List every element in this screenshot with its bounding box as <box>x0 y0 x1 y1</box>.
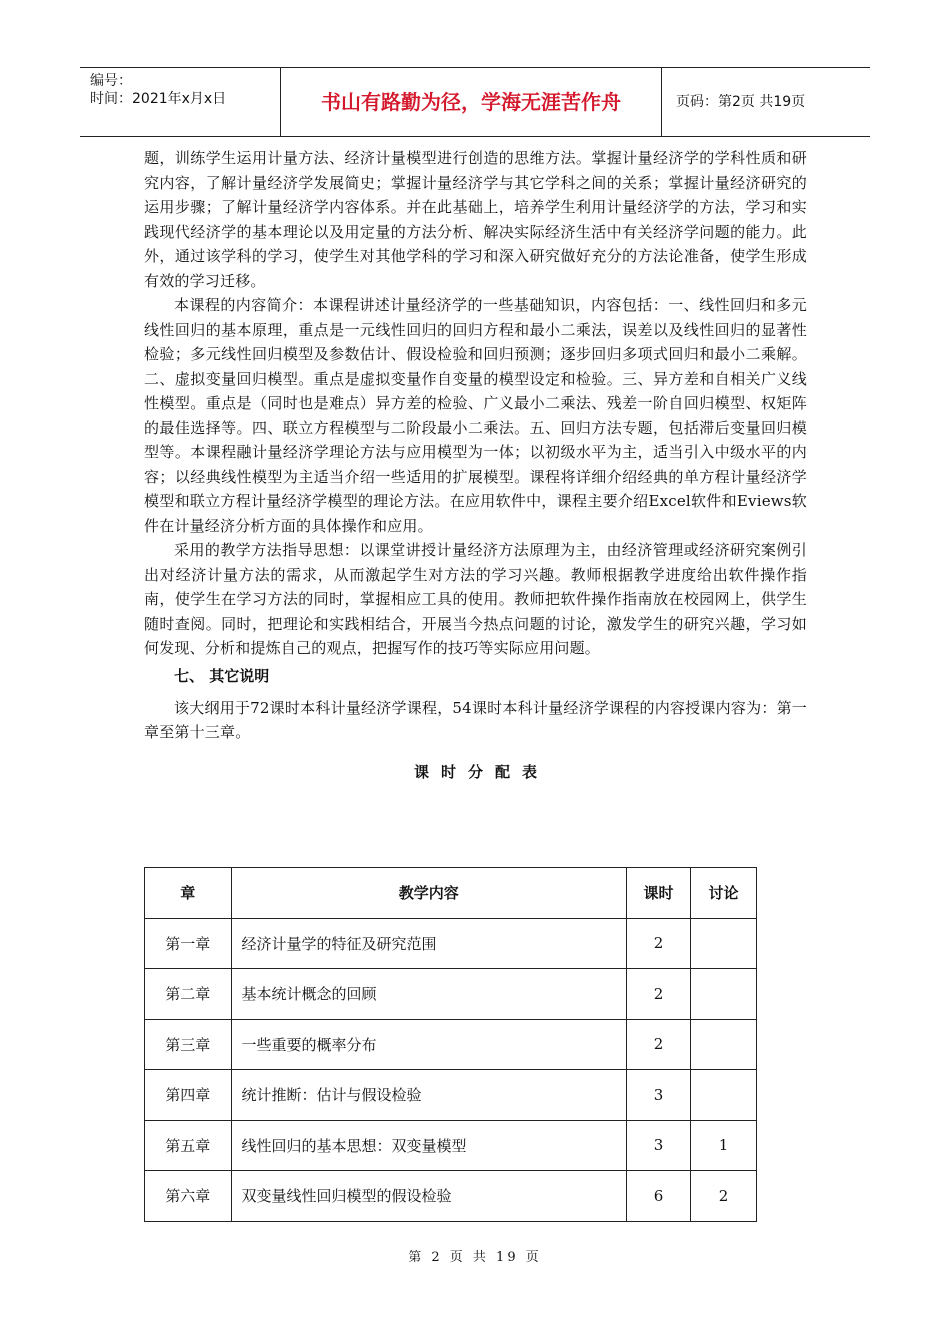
cell-discussion: 1 <box>691 1120 757 1171</box>
motto: 书山有路勤为径，学海无涯苦作舟 <box>281 68 662 136</box>
cell-discussion <box>691 969 757 1020</box>
cell-hours: 2 <box>627 969 691 1020</box>
table-row <box>145 969 757 1020</box>
cell-content: 经济计量学的特征及研究范围 <box>231 918 627 969</box>
cell-content: 一些重要的概率分布 <box>231 1019 627 1070</box>
table-row <box>145 1019 757 1070</box>
page-label: 页码：第2页 共19页 <box>676 94 806 110</box>
header-meta-cell <box>80 68 281 136</box>
table-title: 课时分配表 <box>413 762 549 781</box>
cell-content: 统计推断：估计与假设检验 <box>231 1070 627 1121</box>
cell-chapter: 第五章 <box>145 1120 232 1171</box>
cell-discussion <box>691 1019 757 1070</box>
cell-hours: 6 <box>627 1171 691 1222</box>
cell-content: 双变量线性回归模型的假设检验 <box>231 1171 627 1222</box>
paragraph-content-intro: 本课程的内容简介：本课程讲述计量经济学的一些基础知识，内容包括：一、线性回归和多元线性回归的基本原理，重点是一元线性回归的回归方程和最小二乘法，误差以及线性回归的显著性检验；多元线性回归模型及参数估计、假设检验和回归预测；逐步回归多项式回归和最小二乘解。二、虚拟变量回归模型。重点是虚拟变量作自变量的模型设定和检验。三、异方差和自相关广义线性模型。重点是（同时也是难点）异方差的检验、广义最小二乘法、残差一阶自回归模型、权矩阵的最佳选择等。四、联立方程模型与二阶段最小二乘法。五、回归方法专题，包括滞后变量回归模型等。本课程融计量经济学理论方法与应用模型为一体；以初级水平为主，适当引入中级水平的内容；以经典线性模型为主适当介绍一些适用的扩展模型。课程将详细介绍经典的单方程计量经济学模型和联立方程计量经济学模型的理论方法。在应用软件中，课程主要介绍Excel软件和Eviews软件在计量经济分析方面的具体操作和应用。 <box>144 296 807 535</box>
number-label: 编号： <box>90 73 132 89</box>
cell-hours: 3 <box>627 1120 691 1171</box>
table-row <box>145 1171 757 1222</box>
paragraph-other-notes: 该大纲用于72课时本科计量经济学课程，54课时本科计量经济学课程的内容授课内容为：第一章至第十三章。 <box>144 698 807 741</box>
cell-chapter: 第三章 <box>145 1019 232 1070</box>
time-label: 时间：2021年x月x日 <box>90 91 227 107</box>
cell-content: 基本统计概念的回顾 <box>231 969 627 1020</box>
cell-hours: 2 <box>627 1019 691 1070</box>
header-chapter: 章 <box>145 868 232 919</box>
table-row <box>145 1070 757 1121</box>
hours-allocation-table <box>144 867 757 1222</box>
document-body <box>144 146 807 796</box>
page-footer: 第 2 页 共 19 页 <box>408 1250 542 1265</box>
cell-discussion <box>691 1070 757 1121</box>
cell-chapter: 第六章 <box>145 1171 232 1222</box>
table-row <box>145 918 757 969</box>
cell-chapter: 第二章 <box>145 969 232 1020</box>
cell-hours: 2 <box>627 918 691 969</box>
header-hours: 课时 <box>627 868 691 919</box>
cell-discussion <box>691 918 757 969</box>
cell-chapter: 第四章 <box>145 1070 232 1121</box>
cell-content: 线性回归的基本思想：双变量模型 <box>231 1120 627 1171</box>
table-header-row <box>145 868 757 919</box>
page-header <box>80 67 870 137</box>
section-heading-other: 七、 其它说明 <box>174 666 270 685</box>
header-content: 教学内容 <box>231 868 627 919</box>
header-discussion: 讨论 <box>691 868 757 919</box>
cell-chapter: 第一章 <box>145 918 232 969</box>
cell-hours: 3 <box>627 1070 691 1121</box>
table-row <box>145 1120 757 1171</box>
paragraph-teaching-method: 采用的教学方法指导思想：以课堂讲授计量经济方法原理为主，由经济管理或经济研究案例引出对经济计量方法的需求，从而激起学生对方法的学习兴趣。教师根据教学进度给出软件操作指南，使学生在学习方法的同时，掌握相应工具的使用。教师把软件操作指南放在校园网上，供学生随时查阅。同时，把理论和实践相结合，开展当今热点问题的讨论，激发学生的研究兴趣，学习如何发现、分析和提炼自己的观点，把握写作的技巧等实际应用问题。 <box>144 541 807 657</box>
paragraph-objectives: 题，训练学生运用计量方法、经济计量模型进行创造的思维方法。掌握计量经济学的学科性质和研究内容，了解计量经济学发展简史；掌握计量经济学与其它学科之间的关系；掌握计量经济研究的运用步骤；了解计量经济学内容体系。并在此基础上，培养学生利用计量经济学的方法，学习和实践现代经济学的基本理论以及用定量的方法分析、解决实际经济生活中有关经济学问题的能力。此外，通过该学科的学习，使学生对其他学科的学习和深入研究做好充分的方法论准备，使学生形成有效的学习迁移。 <box>144 149 807 290</box>
cell-discussion: 2 <box>691 1171 757 1222</box>
